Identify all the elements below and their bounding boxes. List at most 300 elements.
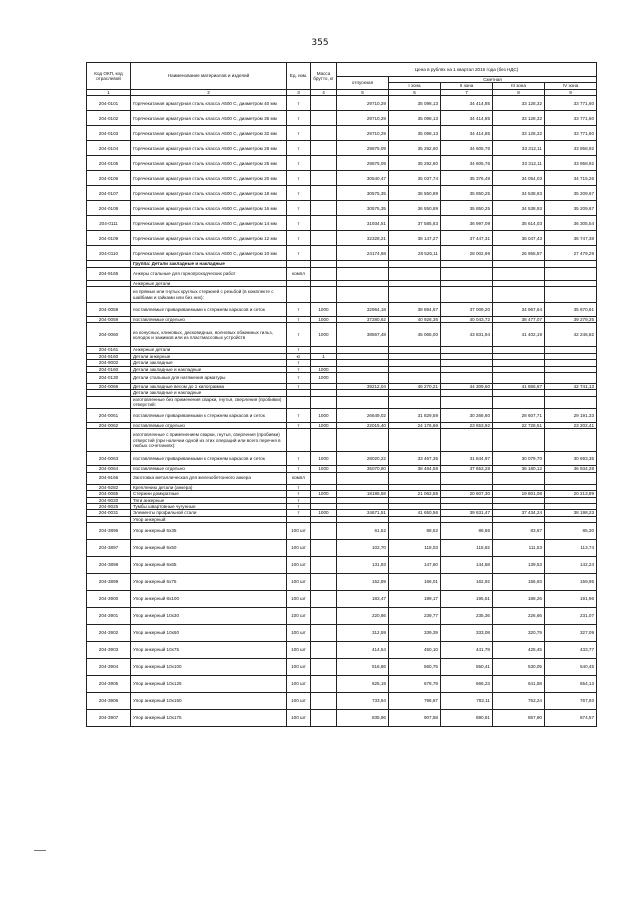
row-unit: 100 шт — [287, 625, 311, 642]
row-price-zone1: 35 098,13 — [389, 111, 441, 126]
row-mass — [311, 231, 337, 246]
row-price-zone2: 37 653,28 — [441, 466, 493, 472]
row-unit: т — [287, 201, 311, 216]
row-price-zone2 — [441, 267, 493, 280]
row-mass: 1000 — [311, 422, 337, 428]
row-price-zone4: 327,09 — [545, 625, 597, 642]
row-price-zone3: 34 538,93 — [493, 201, 545, 216]
row-price-otpusk — [337, 472, 389, 484]
row-unit: т — [287, 360, 311, 366]
row-price-zone2: 34 414,85 — [441, 111, 493, 126]
row-price-zone2: 31 844,97 — [441, 452, 493, 466]
row-mass — [311, 591, 337, 608]
table-row — [87, 429, 597, 452]
row-price-zone3: 37 434,24 — [493, 510, 545, 516]
row-price-zone1: 678,79 — [389, 676, 441, 693]
header-mass: Масса брутто, кг — [311, 63, 337, 90]
row-mass — [311, 625, 337, 642]
row-name: Детали закладные и накладные — [131, 390, 287, 396]
row-price-zone1: 38 894,67 — [389, 303, 441, 317]
row-code: 204-9020 — [87, 497, 131, 503]
row-name: Элементы профильной стали — [131, 510, 287, 516]
row-code — [87, 287, 131, 303]
row-code: 204-3900 — [87, 591, 131, 608]
row-price-zone1 — [389, 396, 441, 408]
row-price-zone4: 20 213,89 — [545, 491, 597, 497]
row-code: 204-0130 — [87, 373, 131, 384]
row-price-otpusk — [337, 429, 389, 452]
table-row — [87, 710, 597, 727]
row-unit: т — [287, 408, 311, 422]
row-price-zone2: 39 631,47 — [441, 510, 493, 516]
row-price-zone2: 144,58 — [441, 557, 493, 574]
table-row — [87, 373, 597, 384]
row-code: 204-0065 — [87, 491, 131, 497]
row-mass — [311, 156, 337, 171]
row-name: поставляемые отдельно — [131, 317, 287, 323]
row-price-zone4: 34 715,26 — [545, 171, 597, 186]
row-code: 204-0061 — [87, 408, 131, 422]
row-unit: т — [287, 366, 311, 372]
row-price-otpusk: 29710,29 — [337, 96, 389, 111]
row-price-otpusk: 61,52 — [337, 523, 389, 540]
row-unit: т — [287, 96, 311, 111]
row-price-zone4: 36 305,54 — [545, 216, 597, 231]
row-name: поставляемые привариваемыми к стержням каркасов и сеток — [131, 452, 287, 466]
row-price-zone4: 35 209,67 — [545, 201, 597, 216]
row-price-zone3: 34 967,64 — [493, 303, 545, 317]
row-price-otpusk: 30540,47 — [337, 171, 389, 186]
row-price-zone4 — [545, 396, 597, 408]
row-name: из конусных, клиновых, дисковидных, волновых обжимных гильз, колодок и зажимов или из пластмассовых устройств — [131, 323, 287, 347]
row-price-zone1: 37 585,63 — [389, 216, 441, 231]
row-price-zone1: 339,39 — [389, 625, 441, 642]
row-price-zone1: 35 098,13 — [389, 126, 441, 141]
row-price-otpusk: 516,86 — [337, 659, 389, 676]
row-price-zone4: 33 771,60 — [545, 126, 597, 141]
row-unit: т — [287, 317, 311, 323]
table-row — [87, 141, 597, 156]
table-row — [87, 642, 597, 659]
row-unit: т — [287, 303, 311, 317]
table-row — [87, 287, 597, 303]
row-name: поставляемые привариваемыми к стержням каркасов и сеток — [131, 303, 287, 317]
row-price-otpusk: 38567,48 — [337, 323, 389, 347]
table-row — [87, 608, 597, 625]
row-code: 204-3898 — [87, 557, 131, 574]
row-name: изготовленные без применения сварки, гнутья, сверления (пробивки) отверстий: — [131, 396, 287, 408]
row-price-zone3: 188,26 — [493, 591, 545, 608]
row-price-zone1: 36 550,89 — [389, 186, 441, 201]
row-price-zone3: 139,53 — [493, 557, 545, 574]
row-price-zone1 — [389, 267, 441, 280]
row-unit: кг — [287, 353, 311, 359]
row-price-otpusk: 37280,62 — [337, 317, 389, 323]
row-name: Тумбы швартовные чугунные — [131, 503, 287, 509]
row-price-zone3 — [493, 267, 545, 280]
row-price-zone3: 33 312,11 — [493, 141, 545, 156]
row-name: Детали анкерные — [131, 353, 287, 359]
row-name: Упор анкерный 10х30 — [131, 608, 287, 625]
row-name: Группа: Детали закладные и накладные — [131, 261, 287, 267]
row-price-zone1: 907,58 — [389, 710, 441, 727]
row-price-zone1: 46 270,21 — [389, 384, 441, 390]
row-code: 204-3907 — [87, 710, 131, 727]
row-price-zone3: 38 477,07 — [493, 317, 545, 323]
row-price-zone4: 23 202,41 — [545, 422, 597, 428]
row-price-zone4: 85,30 — [545, 523, 597, 540]
row-price-zone2: 28 002,69 — [441, 246, 493, 261]
row-price-otpusk: 22015,40 — [337, 422, 389, 428]
row-price-zone2 — [441, 429, 493, 452]
price-table — [86, 62, 597, 727]
row-unit: 100 шт — [287, 642, 311, 659]
header-otpusknaya: отпускная — [337, 77, 389, 90]
row-price-zone3: 28 607,71 — [493, 408, 545, 422]
row-price-zone4 — [545, 287, 597, 303]
row-price-zone2: 195,51 — [441, 591, 493, 608]
row-mass — [311, 186, 337, 201]
row-unit — [287, 429, 311, 452]
row-price-otpusk: 34671,51 — [337, 510, 389, 516]
row-price-zone1 — [389, 373, 441, 384]
row-price-otpusk: 131,93 — [337, 557, 389, 574]
row-price-zone1: 21 062,55 — [389, 491, 441, 497]
row-price-zone1: 28 526,11 — [389, 246, 441, 261]
row-price-zone3: 111,53 — [493, 540, 545, 557]
row-price-otpusk: 29875,09 — [337, 156, 389, 171]
row-unit — [287, 287, 311, 303]
row-code: 204-3899 — [87, 574, 131, 591]
row-code: 204-0111 — [87, 216, 131, 231]
row-mass — [311, 642, 337, 659]
row-code: 204-3897 — [87, 540, 131, 557]
row-mass — [311, 472, 337, 484]
row-unit: т — [287, 422, 311, 428]
row-price-zone4 — [545, 429, 597, 452]
row-price-zone3 — [493, 429, 545, 452]
table-row — [87, 96, 597, 111]
col-number: 4 — [311, 89, 337, 95]
row-code: 204-0108 — [87, 201, 131, 216]
row-unit: 100 шт — [287, 676, 311, 693]
row-price-zone1: 239,77 — [389, 608, 441, 625]
row-price-otpusk: 35070,80 — [337, 466, 389, 472]
row-price-zone3 — [493, 373, 545, 384]
row-name: Анкерные детали — [131, 280, 287, 286]
row-price-zone2: 550,41 — [441, 659, 493, 676]
row-price-zone3: 641,58 — [493, 676, 545, 693]
row-mass — [311, 216, 337, 231]
row-mass: 1000 — [311, 373, 337, 384]
row-price-zone2: 34 414,85 — [441, 126, 493, 141]
row-mass — [311, 659, 337, 676]
row-price-zone3: 36 047,43 — [493, 231, 545, 246]
row-name: Упор анкерный 6х50 — [131, 540, 287, 557]
row-price-zone2: 37 447,31 — [441, 231, 493, 246]
row-name: Упор анкерный 6х35 — [131, 523, 287, 540]
row-name: Упор анкерный 10х75 — [131, 642, 287, 659]
row-price-zone4: 36 934,28 — [545, 466, 597, 472]
table-row — [87, 216, 597, 231]
row-price-zone1: 118,03 — [389, 540, 441, 557]
table-row — [87, 303, 597, 317]
row-price-zone4: 38 198,23 — [545, 510, 597, 516]
row-price-zone2: 115,82 — [441, 540, 493, 557]
row-name: Упор анкерный 10х100 — [131, 659, 287, 676]
row-price-zone4: 27 479,29 — [545, 246, 597, 261]
row-name: Горячекатаная арматурная сталь класса А500 С, диаметром 12 мм — [131, 231, 287, 246]
row-code: 204-3901 — [87, 608, 131, 625]
row-name: Упор анкерный 10х125 — [131, 676, 287, 693]
row-price-zone4: 191,96 — [545, 591, 597, 608]
row-unit: т — [287, 231, 311, 246]
row-price-zone1: 560,75 — [389, 659, 441, 676]
row-unit: 100 шт — [287, 608, 311, 625]
row-price-zone4: 42 741,13 — [545, 384, 597, 390]
row-price-zone2: 35 850,25 — [441, 186, 493, 201]
row-price-otpusk: 39212,04 — [337, 384, 389, 390]
row-price-zone2 — [441, 472, 493, 484]
row-price-zone2: 35 850,25 — [441, 201, 493, 216]
table-row — [87, 396, 597, 408]
row-code: 204-0064 — [87, 466, 131, 472]
page-number: 355 — [311, 38, 329, 48]
row-mass — [311, 396, 337, 408]
row-price-zone1: 796,87 — [389, 693, 441, 710]
row-price-otpusk — [337, 267, 389, 280]
row-price-zone2: 36 997,09 — [441, 216, 493, 231]
row-unit: т — [287, 373, 311, 384]
row-price-zone4: 35 670,61 — [545, 303, 597, 317]
row-code — [87, 396, 131, 408]
row-name: изготовленные с применением сварки, гнутья, сверления (пробивки) отверстий (при наличии одной из этих операций или всего перечня в любых сочетаниях): — [131, 429, 287, 452]
row-price-zone1: 147,60 — [389, 557, 441, 574]
row-price-zone3: 156,93 — [493, 574, 545, 591]
table-body — [87, 96, 597, 727]
row-name: Анкеры стальные для горнопроходческих работ — [131, 267, 287, 280]
row-mass — [311, 676, 337, 693]
row-mass — [311, 141, 337, 156]
row-price-zone4: 159,95 — [545, 574, 597, 591]
row-price-zone1: 45 065,00 — [389, 323, 441, 347]
row-code: 204-0103 — [87, 126, 131, 141]
row-price-zone2: 20 607,30 — [441, 491, 493, 497]
row-mass — [311, 710, 337, 727]
row-price-zone3: 33 128,32 — [493, 126, 545, 141]
row-name: из прямых или гнутых круглых стержней с резьбой (в комплекте с шайбами и гайками или без них): — [131, 287, 287, 303]
row-price-zone2: 890,81 — [441, 710, 493, 727]
row-unit: т — [287, 126, 311, 141]
row-mass: 1000 — [311, 366, 337, 372]
row-price-zone4: 33 771,60 — [545, 111, 597, 126]
row-price-zone3: 425,45 — [493, 642, 545, 659]
row-price-zone4 — [545, 373, 597, 384]
row-price-zone3: 33 128,32 — [493, 96, 545, 111]
row-mass — [311, 111, 337, 126]
row-price-zone1: 33 467,35 — [389, 452, 441, 466]
row-mass — [311, 171, 337, 186]
row-name: Горячекатаная арматурная сталь класса А500 С, диаметром 20 мм — [131, 171, 287, 186]
row-price-zone4: 30 693,35 — [545, 452, 597, 466]
table-row — [87, 186, 597, 201]
row-price-zone2: 30 266,60 — [441, 408, 493, 422]
row-mass: 1000 — [311, 323, 337, 347]
table-row — [87, 540, 597, 557]
row-price-zone2 — [441, 287, 493, 303]
row-code: 204-0101 — [87, 96, 131, 111]
row-price-zone1 — [389, 287, 441, 303]
header-code: Код ОКП, код отраслевой — [87, 63, 131, 90]
row-mass — [311, 557, 337, 574]
header-zone3: III зона — [493, 83, 545, 89]
row-price-zone2: 86,86 — [441, 523, 493, 540]
row-unit: т — [287, 111, 311, 126]
table-row — [87, 557, 597, 574]
row-price-zone3: 19 801,08 — [493, 491, 545, 497]
row-mass: 1 — [311, 353, 337, 359]
row-price-zone4 — [545, 472, 597, 484]
row-unit: т — [287, 186, 311, 201]
row-price-otpusk — [337, 287, 389, 303]
row-price-zone4: 29 191,33 — [545, 408, 597, 422]
row-price-zone2: 35 376,49 — [441, 171, 493, 186]
table-row — [87, 452, 597, 466]
table-row — [87, 156, 597, 171]
row-price-zone2: 782,11 — [441, 693, 493, 710]
header-zone2: II зона — [441, 83, 493, 89]
table-row — [87, 171, 597, 186]
row-price-zone3: 753,24 — [493, 693, 545, 710]
row-price-zone2: 162,92 — [441, 574, 493, 591]
row-code: 204-0106 — [87, 171, 131, 186]
row-price-zone3: 34 538,93 — [493, 186, 545, 201]
table-row — [87, 111, 597, 126]
row-code: 204-9025 — [87, 503, 131, 509]
row-price-zone1: 36 550,89 — [389, 201, 441, 216]
row-name: Детали закладные весом до 1 килограмма — [131, 384, 287, 390]
row-mass — [311, 287, 337, 303]
row-mass: 1000 — [311, 510, 337, 516]
row-code: 204-0059 — [87, 317, 131, 323]
row-price-zone3: 33 312,11 — [493, 156, 545, 171]
row-code: 204-3905 — [87, 676, 131, 693]
row-price-zone1: 35 037,74 — [389, 171, 441, 186]
row-price-zone1: 41 650,56 — [389, 510, 441, 516]
row-mass: 1000 — [311, 452, 337, 466]
row-price-zone1: 88,52 — [389, 523, 441, 540]
row-name: Упор анкерный 10х175 — [131, 710, 287, 727]
row-name: Упор анкерный 10х50 — [131, 625, 287, 642]
row-unit: т — [287, 384, 311, 390]
row-name: Горячекатаная арматурная сталь класса А500 С, диаметром 16 мм — [131, 201, 287, 216]
row-price-otpusk: 625,19 — [337, 676, 389, 693]
row-mass — [311, 608, 337, 625]
row-name: Детали стальные для натяжения арматуры — [131, 373, 287, 384]
col-number: 9 — [545, 89, 597, 95]
table-row — [87, 323, 597, 347]
row-price-otpusk: 414,54 — [337, 642, 389, 659]
row-price-zone1 — [389, 429, 441, 452]
col-number: 2 — [131, 89, 287, 95]
col-number: 7 — [441, 89, 493, 95]
row-price-zone3: 226,66 — [493, 608, 545, 625]
row-name: Заготовка металлическая для железобетонного анкера — [131, 472, 287, 484]
row-code: 204-0060 — [87, 323, 131, 347]
table-row — [87, 523, 597, 540]
row-price-zone2: 441,78 — [441, 642, 493, 659]
row-mass: 1000 — [311, 303, 337, 317]
row-code — [87, 429, 131, 452]
row-price-otpusk: 29710,29 — [337, 126, 389, 141]
row-price-zone4: 33 771,60 — [545, 96, 597, 111]
row-name: Горячекатаная арматурная сталь класса А500 С, диаметром 18 мм — [131, 186, 287, 201]
row-price-zone4: 39 279,25 — [545, 317, 597, 323]
row-name: Детали закладные — [131, 360, 287, 366]
row-price-zone2: 666,23 — [441, 676, 493, 693]
row-price-otpusk: 29875,09 — [337, 141, 389, 156]
row-price-zone3: 83,67 — [493, 523, 545, 540]
row-code: 204-3906 — [87, 693, 131, 710]
row-unit: 100 шт — [287, 659, 311, 676]
row-price-zone3: 857,90 — [493, 710, 545, 727]
row-mass — [311, 126, 337, 141]
row-price-zone3: 33 128,32 — [493, 111, 545, 126]
table-row — [87, 574, 597, 591]
row-price-zone2: 43 831,94 — [441, 323, 493, 347]
row-price-zone1: 199,17 — [389, 591, 441, 608]
row-price-zone1: 35 292,60 — [389, 141, 441, 156]
table-row — [87, 408, 597, 422]
row-price-zone4: 42 246,82 — [545, 323, 597, 347]
row-price-otpusk: 220,86 — [337, 608, 389, 625]
row-mass: 1000 — [311, 491, 337, 497]
row-name: Горячекатаная арматурная сталь класса А500 С, диаметром 25 мм — [131, 156, 287, 171]
row-unit: т — [287, 156, 311, 171]
row-name: Тяги анкерные — [131, 497, 287, 503]
row-unit: т — [287, 491, 311, 497]
row-name: Горячекатаная арматурная сталь класса А500 С, диаметром 32 мм — [131, 126, 287, 141]
row-name: Горячекатаная арматурная сталь класса А500 С, диаметром 14 мм — [131, 216, 287, 231]
header-unit: Ед. изм. — [287, 63, 311, 90]
row-price-otpusk: 24174,68 — [337, 246, 389, 261]
row-price-zone2: 40 043,72 — [441, 317, 493, 323]
row-name: Горячекатаная арматурная сталь класса А500 С, диаметром 36 мм — [131, 111, 287, 126]
row-name: Детали закладные и накладные — [131, 366, 287, 372]
row-price-zone2: 34 605,76 — [441, 141, 493, 156]
row-price-zone1: 40 926,36 — [389, 317, 441, 323]
row-unit: т — [287, 171, 311, 186]
row-price-zone4: 36 747,38 — [545, 231, 597, 246]
row-code: 204-3902 — [87, 625, 131, 642]
row-price-zone1: 166,01 — [389, 574, 441, 591]
row-price-otpusk: 30575,35 — [337, 186, 389, 201]
row-price-zone4: 142,24 — [545, 557, 597, 574]
row-price-zone1: 450,10 — [389, 642, 441, 659]
row-mass — [311, 96, 337, 111]
header-name: Наименование материалов и изделий — [131, 63, 287, 90]
row-mass: 1000 — [311, 317, 337, 323]
row-price-zone1: 38 484,58 — [389, 466, 441, 472]
row-unit: т — [287, 347, 311, 353]
row-price-zone2 — [441, 373, 493, 384]
row-name: поставляемые привариваемыми к стержням каркасов и сеток — [131, 408, 287, 422]
row-price-otpusk: 26649,02 — [337, 408, 389, 422]
row-mass — [311, 693, 337, 710]
row-name: Креплению детали (анкера) — [131, 484, 287, 490]
row-price-zone2: 34 605,76 — [441, 156, 493, 171]
row-code: 204-3904 — [87, 659, 131, 676]
